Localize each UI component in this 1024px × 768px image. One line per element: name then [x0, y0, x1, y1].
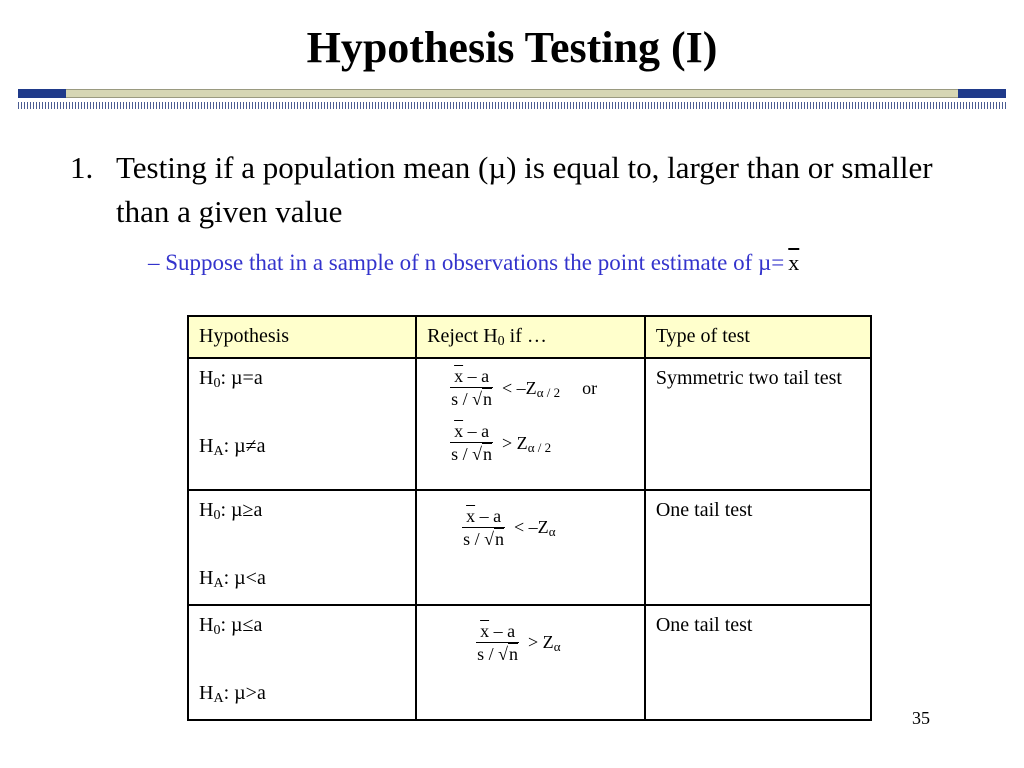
- alt-hypothesis: $H_A$: µ<a: [199, 566, 266, 591]
- hypothesis-cell: [188, 358, 416, 490]
- table-row: [188, 605, 871, 720]
- test-statistic-fraction: $\frac{\overline{x} - a}{s / √n}$: [451, 421, 493, 464]
- reject-cell: [416, 358, 645, 490]
- or-word: or: [582, 377, 598, 398]
- page-number: 35: [912, 708, 930, 728]
- alt-hypothesis: $H_A$: µ>a: [199, 681, 266, 706]
- divider-stripes: [18, 102, 1006, 109]
- reject-condition-1: $\frac{\overline{x} - a}{s / √n}$ < –Zα / 2 or: [447, 365, 634, 410]
- test-statistic-fraction: $\frac{\overline{x} - a}{s / √n}$: [463, 505, 505, 549]
- sub-bullet: [148, 248, 988, 278]
- hypothesis-cell: [188, 490, 416, 605]
- test-statistic-fraction: $\frac{\overline{x} - a}{s / √n}$: [477, 620, 519, 664]
- alt-hypothesis: $H_A$: µ≠a: [199, 435, 266, 459]
- table-row: [188, 490, 871, 605]
- type-cell: Symmetric two tail test: [645, 358, 871, 490]
- null-hypothesis: $H_0$: µ≤a: [199, 613, 263, 638]
- type-cell: One tail test: [645, 605, 871, 720]
- reject-condition-1: $\frac{\overline{x} - a}{s / √n}$ > Zα: [473, 620, 634, 665]
- reject-cell: [416, 490, 645, 605]
- reject-cell: [416, 605, 645, 720]
- header-reject-sub: 0: [497, 334, 505, 349]
- type-cell: One tail test: [645, 490, 871, 605]
- bullet-text: Testing if a population mean (µ) is equal to, larger than or smaller than a given value: [116, 150, 933, 229]
- table-row: [188, 358, 871, 490]
- hypothesis-cell: [188, 605, 416, 720]
- slide-title: Hypothesis Testing (I): [306, 23, 718, 72]
- divider-bar: [18, 89, 1006, 98]
- sub-bullet-text: – Suppose that in a sample of n observations the point estimate of µ=: [148, 250, 785, 275]
- bullet-number: 1.: [70, 150, 94, 185]
- divider-right-cap: [958, 89, 1006, 98]
- header-hypothesis: Hypothesis: [188, 316, 416, 358]
- x-bar-symbol: $\overline{x}$: [788, 250, 800, 275]
- table-header-row: [188, 316, 871, 358]
- test-statistic-fraction: $\frac{\overline{x} - a}{s / √n}$: [451, 366, 493, 409]
- reject-condition-2: $\frac{\overline{x} - a}{s / √n}$ > Zα / 2: [447, 420, 634, 465]
- header-reject-suffix: if …: [504, 325, 547, 347]
- title-divider: [18, 89, 1006, 115]
- null-hypothesis: $H_0$: µ=a: [199, 367, 263, 391]
- reject-condition-1: $\frac{\overline{x} - a}{s / √n}$ < –Zα: [459, 505, 634, 550]
- header-type: Type of test: [645, 316, 871, 358]
- null-hypothesis: $H_0$: µ≥a: [199, 498, 263, 523]
- divider-left-cap: [18, 89, 66, 98]
- header-reject: [416, 316, 645, 358]
- header-reject-prefix: Reject H: [427, 325, 498, 347]
- hypothesis-table: [187, 315, 872, 721]
